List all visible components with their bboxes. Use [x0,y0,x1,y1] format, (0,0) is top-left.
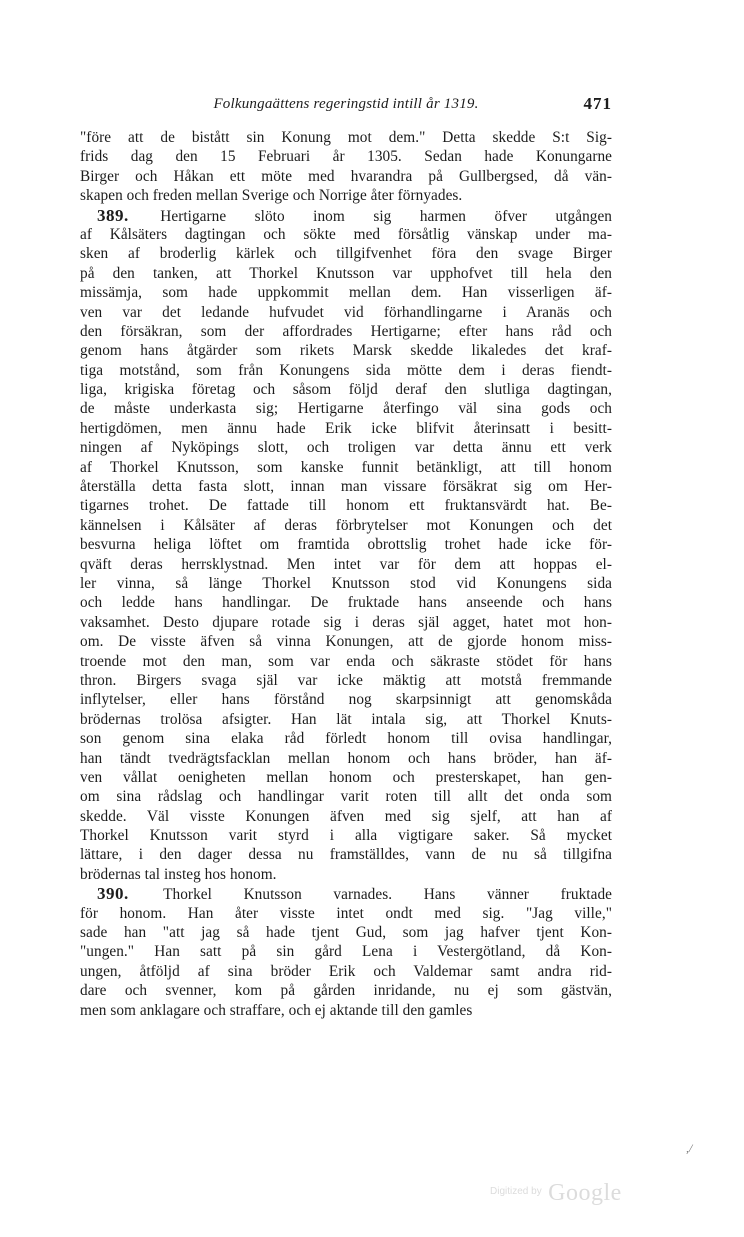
text-line: skapen och freden mellan Sverige och Norrige åter förnyades. [80,187,463,205]
text-line: ven var det ledande hufvudet vid förhandlingarne i Aranäs och [80,303,612,321]
text-line: "före att de bistått sin Konung mot dem." Detta skedde S:t Sig- [80,129,612,146]
text-line: ningen af Nyköpings slott, och troligen var detta ännu ett verk [80,439,612,457]
text-line: kännelsen i Kålsäter af deras förbrytelser mot Konungen och det [80,516,612,534]
digitized-watermark [490,1180,622,1207]
text-line: "ungen." Han satt på sin gård Lena i Vestergötland, då Kon- [80,943,612,961]
text-line: ven vållat oenigheten mellan honom och presterskapet, han gen- [80,768,612,786]
text-line: om sina rådslag och handlingar varit roten till allt det onda som [80,788,612,806]
text-line: troende mot den man, som var enda och säkraste stödet för hans [80,652,612,670]
text-line [80,206,612,225]
text-line: missämja, som hade uppkommit mellan dem. Han visserligen äf- [80,284,612,302]
text-line: dare och svenner, kom på gården inridande, nu ej som gästvän, [80,982,612,1000]
text-line: ler vinna, så länge Thorkel Knutsson stod vid Konungens sida [80,574,612,592]
text-line: återställa detta fasta slott, innan man vissare försäkrat sig om Her- [80,478,612,496]
text-line: sade han "att jag så hade tjent Gud, som jag hafver tjent Kon- [80,924,612,942]
text-line: men som anklagare och straffare, och ej aktande till den gamles [80,1001,473,1019]
text-line: tiga motstånd, som från Konungens sida mötte dem i deras fiendt- [80,361,612,379]
text-line [80,884,612,903]
text-line: genom hans åtgärder som rikets Marsk skedde likaledes det kraf- [80,342,612,360]
text-line: för honom. Han åter visste intet ondt med sig. "Jag ville," [80,904,612,922]
text-line: han tändt tvedrägtsfacklan mellan honom och hans bröder, han äf- [80,749,612,767]
text-line: ungen, åtföljd af sina bröder Erik och Valdemar samt andra rid- [80,962,612,980]
text-line: Thorkel Knutsson varit styrd i alla vigtigare saker. Så mycket [80,827,612,845]
line-text: Thorkel Knutsson varnades. Hans vänner fruktade [163,886,612,904]
running-title: Folkungaättens regeringstid intill år 1319. [213,96,479,112]
running-head [80,96,612,122]
text-line: brödernas tal insteg hos honom. [80,865,277,883]
section-number: 389. [97,205,129,225]
text-line: brödernas trolösa afsigter. Han lät intala sig, att Thorkel Knuts- [80,710,612,728]
stray-ink-mark: ,/ [686,1141,693,1155]
text-line: son genom sina elaka råd förledt honom till ovisa handlingar, [80,730,612,748]
line-text: Hertigarne slöto inom sig harmen öfver utgången [160,207,612,225]
text-line: vaksamhet. Desto djupare rotade sig i deras själ agget, hatet mot hon- [80,613,612,631]
text-line: på den tanken, att Thorkel Knutsson var upphofvet till hela den [80,264,612,282]
text-line: inflytelser, eller hans förstånd nog skarpsinnigt att genomskåda [80,691,612,709]
page-number: 471 [583,94,612,113]
text-line: qväft deras herrsklystnad. Men intet var för dem att hoppas el- [80,555,612,573]
google-logo: Google [548,1180,622,1206]
text-line: tigarnes trohet. De fattade till honom ett fruktansvärdt hat. Be- [80,497,612,515]
text-line: sken af broderlig kärlek och tillgifvenhet föra den svage Birger [80,245,612,263]
text-line: den försäkran, som der affordrades Hertigarne; efter hans råd och [80,322,612,340]
text-line: liga, krigiska företag och såsom följd deraf den slutliga dagtingan, [80,381,612,399]
text-line: af Thorkel Knutsson, som kanske funnit betänkligt, att till honom [80,458,612,476]
text-line: af Kålsäters dagtingan och sökte med försåtlig vänskap under ma- [80,225,612,243]
body-text [80,128,612,1020]
text-line: hertigdömen, men ännu hade Erik icke blifvit återinsatt i besitt- [80,419,612,437]
text-line: Birger och Håkan ett möte med hvarandra på Gullbergsed, då vän- [80,167,612,185]
text-line: om. De visste äfven så vinna Konungen, att de gjorde honom miss- [80,633,612,651]
text-line: frids dag den 15 Februari år 1305. Sedan hade Konungarne [80,148,612,166]
text-line: de måste underkasta sig; Hertigarne återfingo väl sina gods och [80,400,612,418]
text-line: thron. Birgers svaga själ var icke mäktig att motstå fremmande [80,671,612,689]
digitized-label: Digitized by [490,1186,542,1197]
text-line: och ledde hans handlingar. De fruktade hans anseende och hans [80,594,612,612]
text-line: besvurna heliga löftet om framtida obrottslig trohet hade icke för- [80,536,612,554]
text-line: skedde. Väl visste Konungen äfven med sig sjelf, att han af [80,807,612,825]
section-number: 390. [97,884,129,904]
text-line: lättare, i den dager dessa nu framställdes, vann de nu så tillgifna [80,846,612,864]
